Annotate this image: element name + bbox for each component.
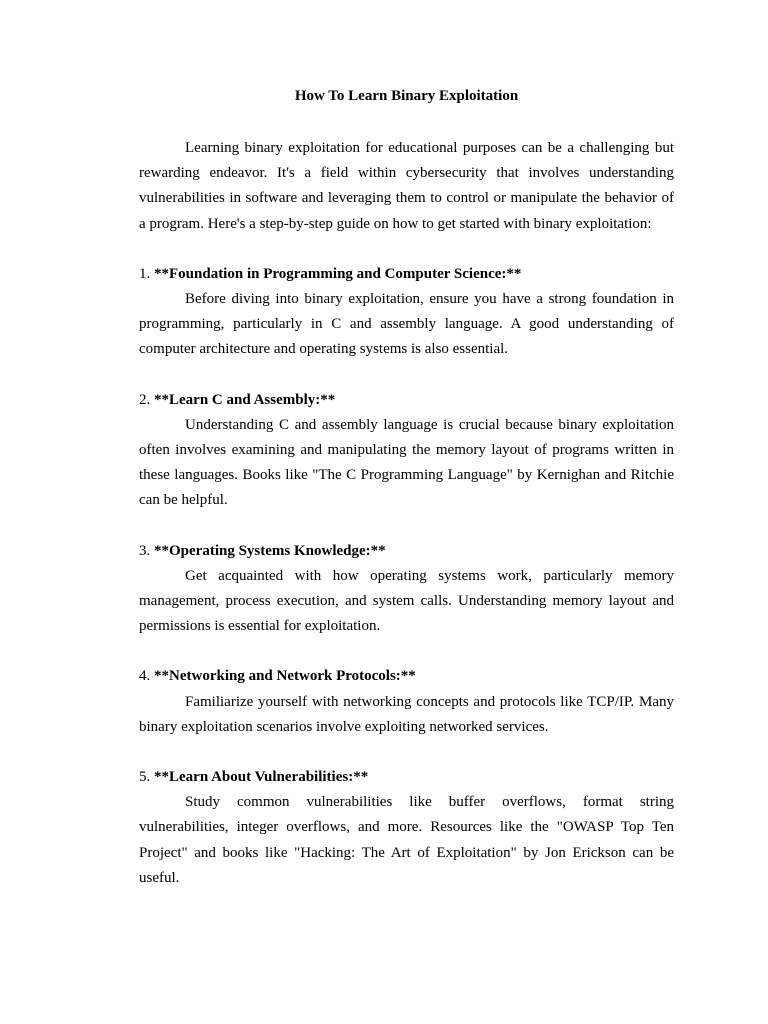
section-body: Study common vulnerabilities like buffer overflows, format string vulnerabilities, integer overflows, and more. Resources like the "OWASP Top Ten Project" and books like "Hacking: The Art of Exploitation" by Jon Erickson can be useful. bbox=[139, 794, 674, 886]
section-number: 5. bbox=[139, 769, 154, 786]
section-number: 1. bbox=[139, 265, 154, 282]
section-vulnerabilities bbox=[139, 765, 674, 891]
section-heading-label: **Networking and Network Protocols:** bbox=[154, 668, 416, 685]
document-title: How To Learn Binary Exploitation bbox=[294, 88, 519, 104]
section-body: Get acquainted with how operating systems work, particularly memory management, process execution, and system calls. Understanding memory layout and permissions is essential for exploitation. bbox=[139, 567, 674, 635]
section-number: 4. bbox=[139, 668, 154, 685]
section-body: Understanding C and assembly language is crucial because binary exploitation often involves examining and manipulating the memory layout of programs written in these languages. Books like "The C Programming Language" by Kernighan and Ritchie can be helpful. bbox=[139, 416, 674, 509]
document-page bbox=[139, 86, 674, 891]
section-heading-label: **Foundation in Programming and Computer Science:** bbox=[154, 265, 522, 282]
section-body: Familiarize yourself with networking concepts and protocols like TCP/IP. Many binary exploitation scenarios involve exploiting networked services. bbox=[139, 693, 674, 735]
section-heading bbox=[139, 539, 674, 564]
section-networking bbox=[139, 664, 674, 740]
section-operating-systems bbox=[139, 539, 674, 640]
section-heading-label: **Learn C and Assembly:** bbox=[154, 391, 336, 408]
section-foundation bbox=[139, 262, 674, 363]
intro-paragraph: Learning binary exploitation for educational purposes can be a challenging but rewarding endeavor. It's a field within cybersecurity that involves understanding vulnerabilities in software and leveraging them to control or manipulate the behavior of a program. Here's a step-by-step guide on how to get started with binary exploitation: bbox=[139, 140, 674, 232]
section-heading bbox=[139, 765, 674, 790]
section-heading-label: **Operating Systems Knowledge:** bbox=[154, 542, 386, 559]
section-heading bbox=[139, 388, 674, 413]
section-heading bbox=[139, 262, 674, 287]
section-heading bbox=[139, 664, 674, 689]
section-c-assembly bbox=[139, 388, 674, 514]
section-heading-label: **Learn About Vulnerabilities:** bbox=[154, 769, 369, 786]
section-number: 2. bbox=[139, 391, 154, 408]
section-number: 3. bbox=[139, 542, 154, 559]
section-body: Before diving into binary exploitation, ensure you have a strong foundation in programming, particularly in C and assembly language. A good understanding of computer architecture and operating systems is also essential. bbox=[139, 291, 674, 358]
